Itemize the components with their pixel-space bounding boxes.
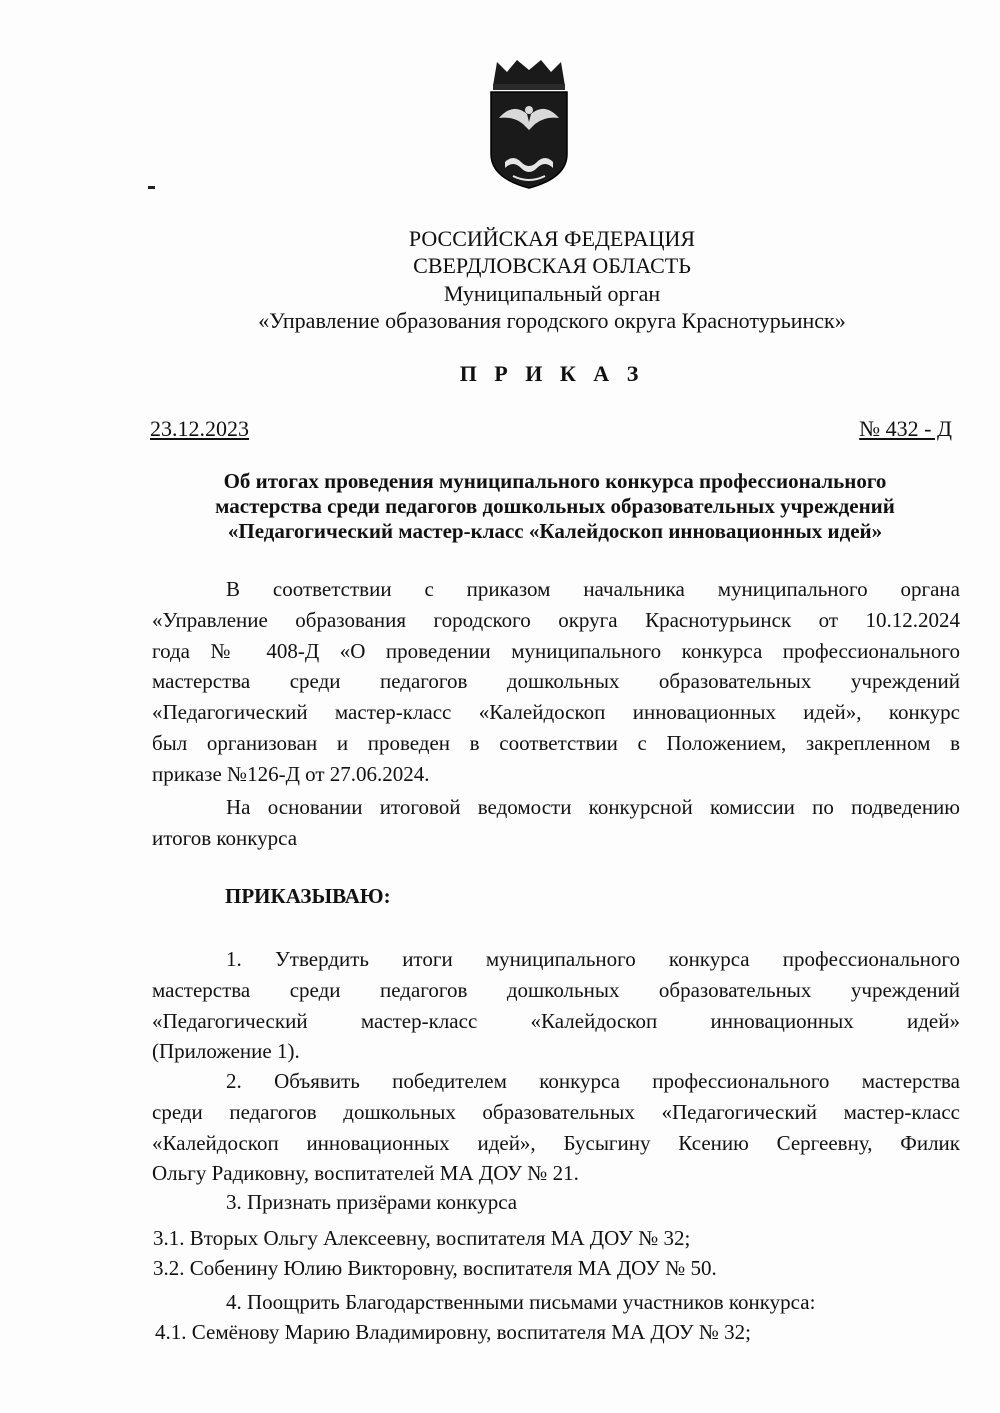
- text-line: приказе №126-Д от 27.06.2024.: [152, 761, 430, 786]
- order-item-3-1: 3.1. Вторых Ольгу Алексеевну, воспитателя МА ДОУ № 32;: [153, 1226, 691, 1250]
- text-line: среди педагогов дошкольных образовательных «Педагогический мастер-класс: [152, 1099, 960, 1124]
- text-line: Ольгу Радиковну, воспитателей МА ДОУ № 21.: [152, 1161, 579, 1186]
- text-line: мастерства среди педагогов дошкольных образовательных учреждений: [152, 669, 960, 694]
- text-line: В соответствии с приказом начальника муниципального органа: [226, 577, 960, 601]
- text-line: «Управление образования городского округа Краснотурьинск от 10.12.2024: [152, 607, 960, 632]
- order-item-2: [152, 1066, 960, 1189]
- subject-line: «Педагогический мастер-класс «Калейдоскоп инновационных идей»: [227, 519, 883, 543]
- header-organization: «Управление образования городского округа Краснотурьинск»: [258, 308, 846, 333]
- scan-mark: [148, 186, 155, 189]
- text-line: года № 408-Д «О проведении муниципального конкурса профессионального: [152, 638, 960, 663]
- order-subject: [140, 469, 970, 544]
- directive-heading: ПРИКАЗЫВАЮ:: [225, 884, 391, 908]
- text-line: (Приложение 1).: [152, 1039, 300, 1064]
- preamble-paragraph: [152, 574, 960, 790]
- text-line: был организован и проведен в соответствии с Положением, закрепленном в: [152, 730, 960, 755]
- coat-of-arms-icon: [483, 58, 575, 190]
- order-date: 23.12.2023: [150, 416, 249, 441]
- order-item-1: [152, 944, 960, 1067]
- order-item-4: 4. Поощрить Благодарственными письмами участников конкурса:: [226, 1290, 816, 1314]
- text-line: «Педагогический мастер-класс «Калейдоскоп инновационных идей»: [152, 1008, 960, 1033]
- header-country: РОССИЙСКАЯ ФЕДЕРАЦИЯ: [408, 226, 696, 251]
- order-item-3-2: 3.2. Собенину Юлию Викторовну, воспитателя МА ДОУ № 50.: [153, 1256, 717, 1280]
- text-line: 2. Объявить победителем конкурса профессионального мастерства: [226, 1069, 960, 1093]
- header-region: СВЕРДЛОВСКАЯ ОБЛАСТЬ: [413, 253, 691, 278]
- order-item-4-1: 4.1. Семёнову Марию Владимировну, воспитателя МА ДОУ № 32;: [155, 1320, 751, 1344]
- text-line: 1. Утвердить итоги муниципального конкурса профессионального: [226, 947, 960, 971]
- header-body: Муниципальный орган: [443, 281, 661, 306]
- subject-line: мастерства среди педагогов дошкольных образовательных учреждений: [215, 494, 895, 518]
- text-line: «Педагогический мастер-класс «Калейдоскоп инновационных идей», конкурс: [152, 700, 960, 725]
- order-title: П Р И К А З: [459, 361, 645, 386]
- subject-line: Об итогах проведения муниципального конкурса профессионального: [223, 469, 887, 493]
- basis-paragraph: [152, 792, 960, 854]
- text-line: итогов конкурса: [152, 825, 298, 850]
- order-item-3: 3. Признать призёрами конкурса: [226, 1190, 518, 1214]
- text-line: На основании итоговой ведомости конкурсной комиссии по подведению: [226, 795, 960, 819]
- text-line: мастерства среди педагогов дошкольных образовательных учреждений: [152, 977, 960, 1002]
- order-number: № 432 - Д: [859, 416, 952, 441]
- text-line: «Калейдоскоп инновационных идей», Бусыгину Ксению Сергеевну, Филик: [152, 1130, 960, 1155]
